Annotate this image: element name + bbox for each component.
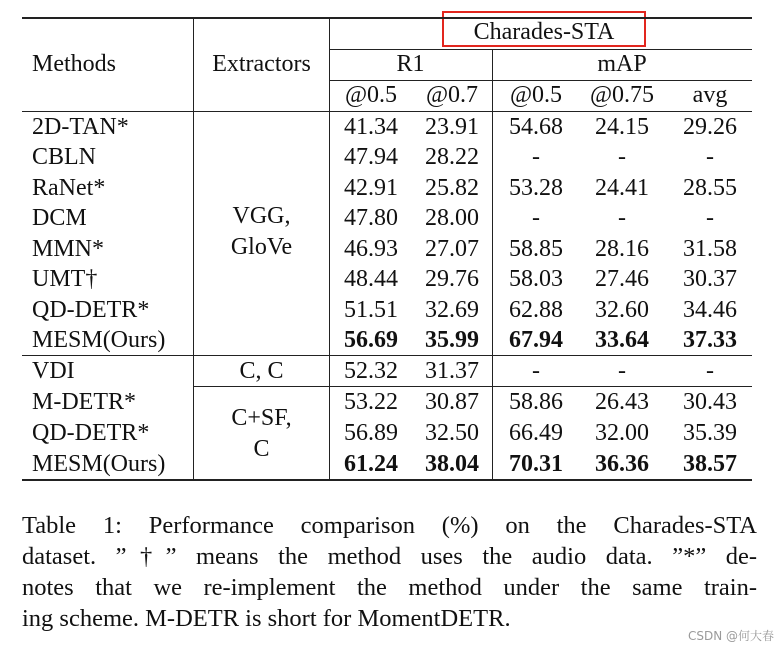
watermark: CSDN @何大春: [687, 629, 774, 643]
value-cell: 52.32: [344, 358, 398, 384]
method-name: DCM: [32, 205, 87, 231]
col-extractors-header: Extractors: [212, 51, 311, 77]
method-name: UMT†: [32, 266, 98, 292]
value-cell: 56.69: [344, 327, 398, 353]
value-cell: 56.89: [344, 420, 398, 446]
method-name: 2D-TAN*: [32, 114, 129, 140]
value-cell: 30.37: [683, 266, 737, 292]
value-cell: 38.57: [683, 451, 737, 477]
value-cell: -: [706, 358, 714, 384]
method-name: QD-DETR*: [32, 420, 150, 446]
sub-header-0: @0.5: [344, 82, 398, 108]
header-bottom-rule: [22, 111, 752, 112]
method-name: QD-DETR*: [32, 297, 150, 323]
block1-bottom-rule: [22, 355, 752, 356]
value-cell: 33.64: [595, 327, 649, 353]
value-cell: 27.46: [595, 266, 649, 292]
value-cell: 30.87: [425, 389, 479, 415]
value-cell: -: [532, 358, 540, 384]
value-cell: 25.82: [425, 175, 479, 201]
value-cell: -: [618, 205, 626, 231]
value-cell: 34.46: [683, 297, 737, 323]
value-cell: -: [706, 144, 714, 170]
value-cell: 70.31: [509, 451, 563, 477]
value-cell: 61.24: [344, 451, 398, 477]
method-name: VDI: [32, 358, 75, 384]
vrule-r1-map: [492, 49, 493, 479]
value-cell: 42.91: [344, 175, 398, 201]
block2-bottom-rule: [194, 386, 329, 387]
method-name: M-DETR*: [32, 389, 136, 415]
value-cell: 62.88: [509, 297, 563, 323]
group-map-header: mAP: [597, 51, 647, 77]
method-name: MMN*: [32, 236, 105, 262]
block2-bottom-rule-values: [329, 386, 752, 387]
value-cell: 29.26: [683, 114, 737, 140]
value-cell: 27.07: [425, 236, 479, 262]
value-cell: -: [706, 205, 714, 231]
value-cell: 32.60: [595, 297, 649, 323]
extractor-c-c: C, C: [239, 358, 284, 384]
sub-header-3: @0.75: [589, 82, 655, 108]
value-cell: -: [618, 144, 626, 170]
value-cell: 31.58: [683, 236, 737, 262]
caption-line-3: notes that we re-implement the method under the same train-: [22, 574, 757, 601]
value-cell: 23.91: [425, 114, 479, 140]
value-cell: 28.55: [683, 175, 737, 201]
col-methods-header: Methods: [32, 51, 116, 77]
value-cell: 26.43: [595, 389, 649, 415]
value-cell: 24.15: [595, 114, 649, 140]
value-cell: 48.44: [344, 266, 398, 292]
dataset-header: Charades-STA: [473, 19, 615, 45]
value-cell: 36.36: [595, 451, 649, 477]
value-cell: 47.94: [344, 144, 398, 170]
extractor-csf-c-line2: C: [253, 436, 270, 462]
value-cell: 32.69: [425, 297, 479, 323]
value-cell: -: [618, 358, 626, 384]
sub-header-2: @0.5: [509, 82, 563, 108]
value-cell: 24.41: [595, 175, 649, 201]
value-cell: 67.94: [509, 327, 563, 353]
value-cell: 30.43: [683, 389, 737, 415]
method-name: RaNet*: [32, 175, 106, 201]
value-cell: 31.37: [425, 358, 479, 384]
vrule-extractors: [329, 18, 330, 479]
extractor-vgg-glove-line2: GloVe: [230, 234, 293, 260]
extractor-csf-c-line1: C+SF,: [231, 405, 292, 431]
sub-header-1: @0.7: [425, 82, 479, 108]
value-cell: 58.86: [509, 389, 563, 415]
group-r1-header: R1: [396, 51, 425, 77]
value-cell: -: [532, 144, 540, 170]
sub-header-4: avg: [692, 82, 728, 108]
dataset-underline: [329, 49, 752, 50]
method-name: MESM(Ours): [32, 327, 166, 353]
value-cell: 58.03: [509, 266, 563, 292]
metric-underline: [329, 80, 752, 81]
value-cell: 41.34: [344, 114, 398, 140]
value-cell: 54.68: [509, 114, 563, 140]
method-name: CBLN: [32, 144, 97, 170]
value-cell: 46.93: [344, 236, 398, 262]
caption-line-1: Table 1: Performance comparison (%) on the Charades-STA: [22, 512, 757, 539]
value-cell: 53.28: [509, 175, 563, 201]
value-cell: 37.33: [683, 327, 737, 353]
value-cell: 32.50: [425, 420, 479, 446]
value-cell: 28.00: [425, 205, 479, 231]
value-cell: 28.16: [595, 236, 649, 262]
value-cell: 32.00: [595, 420, 649, 446]
value-cell: 66.49: [509, 420, 563, 446]
method-name: MESM(Ours): [32, 451, 166, 477]
value-cell: 51.51: [344, 297, 398, 323]
value-cell: 29.76: [425, 266, 479, 292]
value-cell: 47.80: [344, 205, 398, 231]
table-caption: [22, 510, 757, 634]
value-cell: 58.85: [509, 236, 563, 262]
caption-line-4: ing scheme. M-DETR is short for MomentDETR.: [22, 605, 511, 632]
value-cell: 35.99: [425, 327, 479, 353]
value-cell: 35.39: [683, 420, 737, 446]
extractor-vgg-glove-line1: VGG,: [232, 203, 291, 229]
bottom-rule: [22, 479, 752, 481]
value-cell: -: [532, 205, 540, 231]
value-cell: 53.22: [344, 389, 398, 415]
caption-line-2: dataset. ”†” means the method uses the audio data. ”*” de-: [22, 543, 757, 570]
value-cell: 28.22: [425, 144, 479, 170]
value-cell: 38.04: [425, 451, 479, 477]
